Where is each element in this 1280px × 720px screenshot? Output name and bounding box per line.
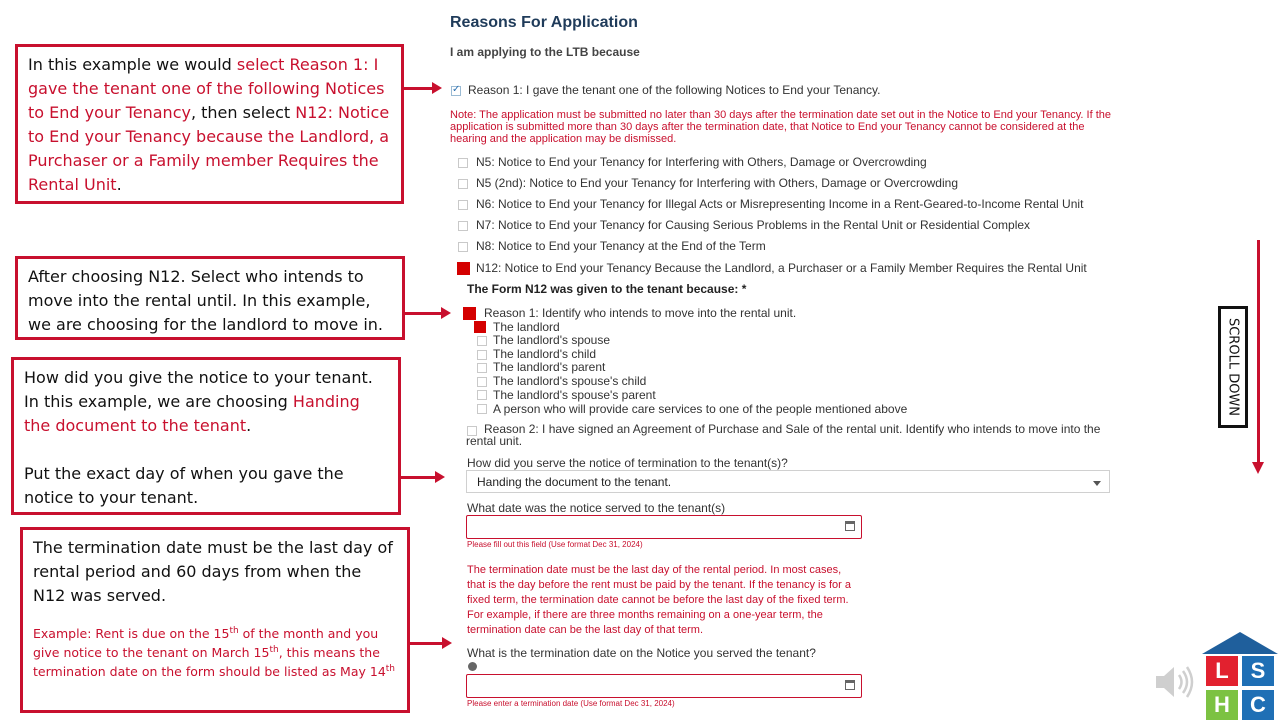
mover-child-checkbox[interactable] [477, 350, 487, 360]
callout-termination: The termination date must be the last day of rental period and 60 days from when the N12 was served. Example: Rent is due on the 15th of the month and you give notice to the tenant on March 15th, this means the termination date on the form should be listed as May 14th [20, 527, 410, 713]
mover-spouse-label: The landlord's spouse [493, 333, 611, 347]
page-title: Reasons For Application [450, 14, 638, 31]
served-date-input[interactable] [466, 515, 862, 539]
mover-spouse-parent-label: The landlord's spouse's parent [493, 388, 656, 402]
arrow-4 [410, 642, 444, 645]
logo-roof [1200, 630, 1280, 656]
callout-n12-mover: After choosing N12. Select who intends to move into the rental until. In this example, we are choosing for the landlord to move in. [15, 256, 405, 340]
logo-letter-c: C [1242, 690, 1274, 720]
n12-reason2-label: Reason 2: I have signed an Agreement of Purchase and Sale of the rental unit. Identify who intends to move into the rental unit. [466, 422, 1101, 448]
scroll-down-label: SCROLL DOWN [1218, 306, 1248, 428]
callout-date-text: Put the exact day of when you gave the notice to your tenant. [24, 464, 344, 507]
callout-example: Example: Rent is due on the 15th of the month and you give notice to the tenant on March 15th, this means the termination date on the form should be listed as May 14th [33, 625, 396, 679]
calendar-icon[interactable] [845, 680, 855, 690]
logo-letter-h: H [1206, 690, 1238, 720]
notice-n5-label: N5: Notice to End your Tenancy for Interfering with Others, Damage or Overcrowding [476, 155, 927, 169]
mover-spouse-child-checkbox[interactable] [477, 377, 487, 387]
logo-grid [1206, 656, 1274, 720]
notice-n8-checkbox[interactable] [458, 242, 468, 252]
termination-date-input[interactable] [466, 674, 862, 698]
arrow-1 [404, 87, 434, 90]
termination-question: What is the termination date on the Notice you served the tenant? [467, 646, 816, 660]
termination-info: The termination date must be the last day of the rental period. In most cases, that is the day before the rent must be paid by the tenant. If the tenancy is for a fixed term, the termination date cannot be before the last day of the fixed term. For example, if there are three months remaining on a one-year term, the termination date can be the last day of that term. [467, 564, 852, 636]
serve-method-value: Handing the document to the tenant. [477, 475, 672, 489]
scroll-arrow-head [1252, 462, 1264, 474]
info-icon [468, 662, 477, 671]
n12-reason1-checkbox[interactable] [463, 307, 476, 320]
mover-parent-label: The landlord's parent [493, 360, 606, 374]
mover-child-label: The landlord's child [493, 347, 597, 361]
termination-date-error: Please enter a termination date (Use format Dec 31, 2024) [467, 699, 675, 708]
mover-spouse-parent-checkbox[interactable] [477, 390, 487, 400]
arrow-3 [401, 476, 437, 479]
notice-n7-checkbox[interactable] [458, 221, 468, 231]
logo-letter-l: L [1206, 656, 1238, 686]
date-question: What date was the notice served to the tenant(s) [467, 501, 726, 515]
mover-landlord-label: The landlord [493, 320, 560, 334]
notice-n6-label: N6: Notice to End your Tenancy for Illegal Acts or Misrepresenting Income in a Rent-Geared-to-Income Rental Unit [476, 197, 1084, 211]
lshc-logo [1200, 630, 1280, 720]
serve-question: How did you serve the notice of termination to the tenant(s)? [467, 456, 788, 470]
calendar-icon[interactable] [845, 521, 855, 531]
mover-landlord-checkbox[interactable] [474, 321, 486, 333]
reason1-label: Reason 1: I gave the tenant one of the following Notices to End your Tenancy. [468, 83, 881, 97]
callout-reason1: In this example we would select Reason 1: I gave the tenant one of the following Notices to End your Tenancy, then select N12: Notice to End your Tenancy because the Landlord, a Purchaser or a Family member Requires the Rental Unit. [15, 44, 404, 204]
reason1-checkbox[interactable] [451, 86, 461, 96]
callout-serve-method: How did you give the notice to your tenant. In this example, we are choosing Handing the document to the tenant. Put the exact day of when you gave the notice to your tenant. [11, 357, 401, 515]
serve-method-select[interactable] [466, 470, 1110, 493]
scroll-arrow [1257, 240, 1260, 464]
mover-spouse-child-label: The landlord's spouse's child [493, 374, 647, 388]
notice-n7-label: N7: Notice to End your Tenancy for Causing Serious Problems in the Rental Unit or Residential Complex [476, 218, 1031, 232]
notice-n6-checkbox[interactable] [458, 200, 468, 210]
n12-heading: The Form N12 was given to the tenant because: * [467, 282, 747, 296]
mover-parent-checkbox[interactable] [477, 363, 487, 373]
notice-n5-2nd-label: N5 (2nd): Notice to End your Tenancy for Interfering with Others, Damage or Overcrowding [476, 176, 958, 190]
note-text: Note: The application must be submitted no later than 30 days after the termination date set out in the Notice to End your Tenancy. If the application is submitted more than 30 days after the termination date, that Notice to End your Tenancy cannot be considered at the hearing and the application may be dismissed. [450, 109, 1112, 145]
n12-reason1-label: Reason 1: Identify who intends to move into the rental unit. [484, 306, 797, 320]
arrow-2 [405, 312, 443, 315]
notice-n12-label: N12: Notice to End your Tenancy Because the Landlord, a Purchaser or a Family Member Requires the Rental Unit [476, 261, 1087, 275]
mover-spouse-checkbox[interactable] [477, 336, 487, 346]
served-date-error: Please fill out this field (Use format Dec 31, 2024) [467, 540, 643, 549]
mover-caregiver-label: A person who will provide care services to one of the people mentioned above [493, 402, 908, 416]
notice-n12-checkbox[interactable] [457, 262, 470, 275]
chevron-down-icon [1093, 481, 1101, 486]
logo-letter-s: S [1242, 656, 1274, 686]
form-subtitle: I am applying to the LTB because [450, 45, 640, 59]
notice-n5-checkbox[interactable] [458, 158, 468, 168]
speaker-icon[interactable] [1154, 662, 1198, 702]
notice-n5-2nd-checkbox[interactable] [458, 179, 468, 189]
mover-caregiver-checkbox[interactable] [477, 404, 487, 414]
notice-n8-label: N8: Notice to End your Tenancy at the End of the Term [476, 239, 766, 253]
